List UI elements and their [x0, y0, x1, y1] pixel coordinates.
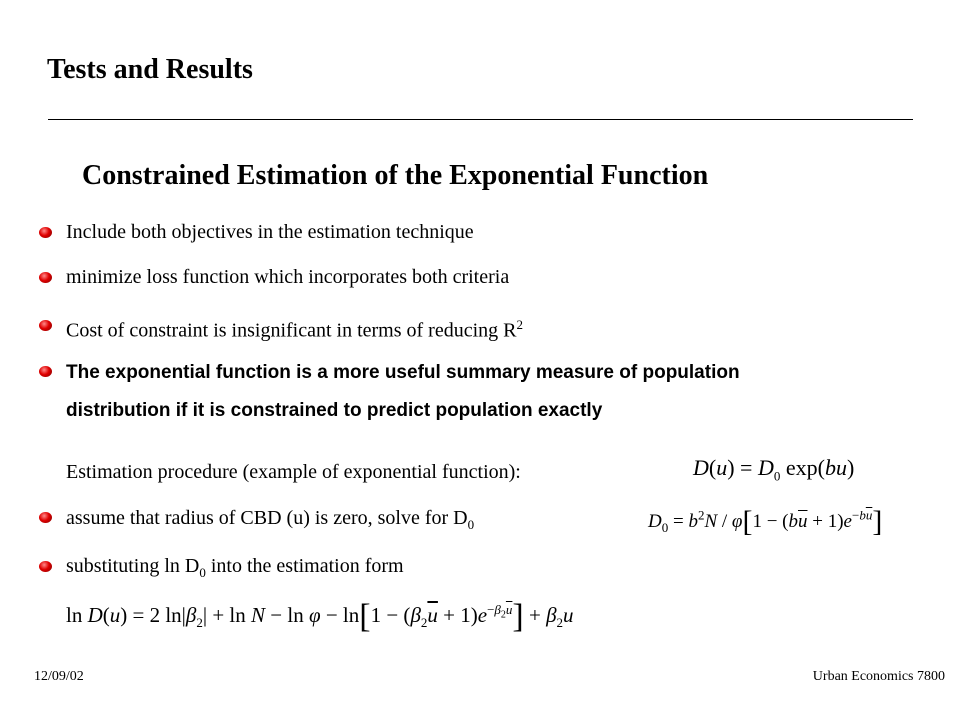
slide-title: Tests and Results	[47, 54, 253, 85]
bullet-text-4-line-1: The exponential function is a more useful summary measure of population	[66, 362, 740, 383]
bullet-text-6-b: into the estimation form	[205, 555, 404, 577]
footer-date: 12/09/02	[34, 669, 84, 684]
footer-course: Urban Economics 7800	[812, 669, 945, 684]
bullet-text-2: minimize loss function which incorporates both criteria	[66, 266, 510, 288]
bullet-icon	[39, 512, 52, 523]
title-divider	[48, 119, 913, 120]
bullet-text-4-line-2: distribution if it is constrained to predict population exactly	[66, 400, 603, 421]
equation-d0-solution: $D_0 = b^2N / \varphi[1 - (b\overline{u} + 1)e^{-b\overline{u}}]$	[648, 505, 883, 538]
bullet-text-6	[66, 554, 404, 585]
bullet-text-5-main: assume that radius of CBD (u) is zero, solve for D	[66, 507, 468, 529]
bullet-icon	[39, 272, 52, 283]
estimation-intro: Estimation procedure (example of exponential function):	[66, 461, 521, 483]
bullet-icon	[39, 320, 52, 331]
slide-subtitle: Constrained Estimation of the Exponential Function	[82, 160, 709, 191]
equation-estimation-form: ln D(u) = 2 $\ln|\beta_2| + \ln N - \ln \varphi - \ln[1 - (\beta_2\overline{u} + 1)e^{-\beta_2\overline{u}}] + \beta_2u$	[66, 598, 574, 635]
equation-density-function: $D(u) = D_0$ exp(bu)	[693, 455, 855, 484]
bullet-icon	[39, 561, 52, 572]
bullet-text-6-a: substituting ln D	[66, 555, 200, 577]
d0-subscript-2: 0	[199, 565, 206, 580]
bullet-icon	[39, 366, 52, 377]
bullet-text-3-main: Cost of constraint is insignificant in terms of reducing R	[66, 319, 517, 342]
bullet-icon	[39, 227, 52, 238]
d0-subscript: 0	[467, 517, 475, 532]
bullet-text-5	[66, 506, 474, 537]
bullet-text-1: Include both objectives in the estimation technique	[66, 221, 474, 243]
bullet-text-3	[66, 313, 523, 343]
r-squared-superscript: 2	[516, 317, 523, 332]
